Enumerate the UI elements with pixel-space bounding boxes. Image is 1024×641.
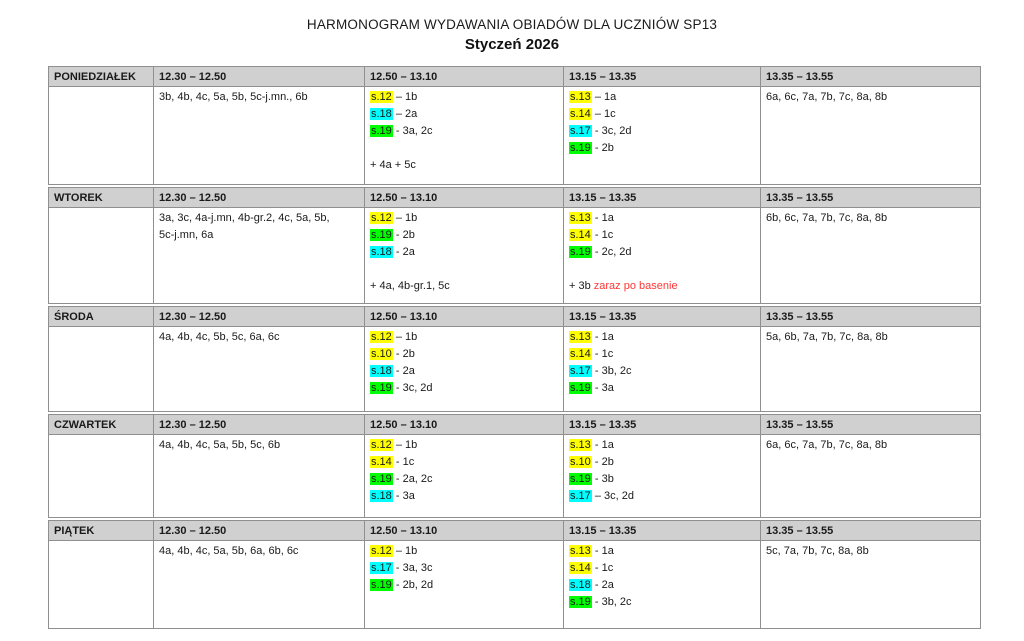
day-block	[48, 414, 981, 518]
day-header-row	[49, 521, 981, 541]
day-name: CZWARTEK	[49, 415, 154, 435]
schedule-cell	[154, 87, 365, 185]
room-highlight-green: s.19	[570, 246, 591, 258]
room-highlight-yellow: s.12	[371, 439, 392, 451]
schedule-line	[569, 437, 756, 454]
room-highlight-yellow: s.12	[371, 91, 392, 103]
room-highlight-cyan: s.17	[570, 490, 591, 502]
day-spacer	[49, 541, 154, 629]
day-body-row	[49, 541, 981, 629]
day-block	[48, 306, 981, 412]
line-text: - 3b, 2c	[591, 365, 632, 377]
room-highlight-yellow: s.14	[371, 456, 392, 468]
line-text: - 3a, 3c	[392, 562, 433, 574]
line-text: + 3b	[569, 280, 594, 292]
line-text: – 1b	[392, 439, 418, 451]
room-highlight-green: s.19	[570, 142, 591, 154]
time-slot: 13.35 – 13.55	[761, 415, 981, 435]
time-slot: 12.30 – 12.50	[154, 307, 365, 327]
line-text: – 3c, 2d	[591, 490, 634, 502]
schedule-line	[569, 123, 756, 140]
schedule-cell	[761, 327, 981, 412]
schedule-line	[159, 543, 360, 560]
day-spacer	[49, 327, 154, 412]
room-highlight-cyan: s.17	[570, 365, 591, 377]
page-subtitle: Styczeń 2026	[464, 36, 560, 53]
time-slot: 13.15 – 13.35	[564, 67, 761, 87]
schedule-line	[766, 543, 976, 560]
schedule-line	[370, 454, 559, 471]
page-title: HARMONOGRAM WYDAWANIA OBIADÓW DLA UCZNIÓW SP13	[306, 17, 718, 32]
schedule-line	[370, 244, 559, 261]
schedule-line	[569, 594, 756, 611]
line-text: 4a, 4b, 4c, 5a, 5b, 5c, 6b	[159, 439, 281, 451]
day-block	[48, 187, 981, 304]
room-highlight-yellow: s.13	[570, 545, 591, 557]
schedule-line	[766, 210, 976, 227]
room-highlight-cyan: s.18	[371, 246, 392, 258]
time-slot: 13.15 – 13.35	[564, 307, 761, 327]
day-name: ŚRODA	[49, 307, 154, 327]
line-text: 6a, 6c, 7a, 7b, 7c, 8a, 8b	[766, 91, 888, 103]
line-text: - 2b, 2d	[392, 579, 434, 591]
line-text: - 1a	[591, 212, 614, 224]
line-text: - 2b	[591, 142, 614, 154]
line-text: 3a, 3c, 4a-j.mn, 4b-gr.2, 4c, 5a, 5b,	[159, 212, 330, 224]
schedule-line	[370, 89, 559, 106]
schedule-cell	[761, 208, 981, 304]
time-slot: 13.15 – 13.35	[564, 415, 761, 435]
line-text: 5c-j.mn, 6a	[159, 229, 214, 241]
room-highlight-yellow: s.12	[371, 331, 392, 343]
line-text: - 2b	[392, 229, 415, 241]
schedule-cell	[564, 541, 761, 629]
schedule-line	[370, 346, 559, 363]
time-slot: 13.15 – 13.35	[564, 521, 761, 541]
day-body-row	[49, 208, 981, 304]
schedule-line	[766, 89, 976, 106]
line-text: - 2b	[591, 456, 614, 468]
schedule-line	[159, 227, 360, 244]
room-highlight-yellow: s.14	[570, 562, 591, 574]
schedule-line	[766, 437, 976, 454]
day-body-row	[49, 435, 981, 518]
schedule-line	[159, 437, 360, 454]
room-highlight-green: s.19	[371, 579, 392, 591]
room-highlight-yellow: s.12	[371, 212, 392, 224]
room-highlight-cyan: s.18	[371, 490, 392, 502]
line-text: – 1c	[591, 108, 616, 120]
day-name: PIĄTEK	[49, 521, 154, 541]
line-text: + 4a, 4b-gr.1, 5c	[370, 280, 450, 292]
schedule-cell	[761, 541, 981, 629]
schedule-cell	[365, 541, 564, 629]
day-body-row	[49, 87, 981, 185]
line-text: 5c, 7a, 7b, 7c, 8a, 8b	[766, 545, 869, 557]
line-text: - 3b	[591, 473, 614, 485]
line-text: - 3c, 2d	[591, 125, 632, 137]
room-highlight-green: s.19	[570, 473, 591, 485]
schedule-line	[569, 471, 756, 488]
day-spacer	[49, 208, 154, 304]
schedule-line	[569, 227, 756, 244]
schedule-line	[159, 89, 360, 106]
schedule-line	[370, 106, 559, 123]
day-spacer	[49, 435, 154, 518]
schedule-cell	[761, 435, 981, 518]
room-highlight-green: s.19	[371, 229, 392, 241]
line-text: - 3b, 2c	[591, 596, 632, 608]
schedule-line	[159, 329, 360, 346]
schedule-line	[370, 437, 559, 454]
schedule-line	[569, 261, 756, 278]
line-text: 4a, 4b, 4c, 5a, 5b, 6a, 6b, 6c	[159, 545, 299, 557]
time-slot: 12.50 – 13.10	[365, 307, 564, 327]
schedule-cell	[154, 327, 365, 412]
time-slot: 13.35 – 13.55	[761, 188, 981, 208]
schedule-line	[569, 454, 756, 471]
schedule-cell	[761, 87, 981, 185]
time-slot: 12.50 – 13.10	[365, 67, 564, 87]
schedule-line	[370, 329, 559, 346]
line-text: 3b, 4b, 4c, 5a, 5b, 5c-j.mn., 6b	[159, 91, 308, 103]
line-text: – 1b	[392, 545, 418, 557]
line-text: - 2a	[591, 579, 614, 591]
schedule-line	[569, 488, 756, 505]
schedule-line	[569, 346, 756, 363]
time-slot: 13.35 – 13.55	[761, 521, 981, 541]
schedule-line	[569, 380, 756, 397]
line-text: - 1c	[591, 229, 614, 241]
line-text: - 1a	[591, 331, 614, 343]
line-text: 5a, 6b, 7a, 7b, 7c, 8a, 8b	[766, 331, 888, 343]
schedule-line	[569, 329, 756, 346]
room-highlight-yellow: s.14	[570, 229, 591, 241]
schedule-cell	[365, 208, 564, 304]
schedule-cell	[154, 208, 365, 304]
room-highlight-yellow: s.10	[570, 456, 591, 468]
schedule-line	[370, 157, 559, 174]
day-header-row	[49, 307, 981, 327]
line-text: zaraz po basenie	[593, 280, 678, 292]
line-text: - 1a	[591, 439, 614, 451]
schedule-line	[569, 106, 756, 123]
time-slot: 12.50 – 13.10	[365, 188, 564, 208]
schedule-line	[569, 543, 756, 560]
line-text: - 3a	[591, 382, 614, 394]
line-text: 6b, 6c, 7a, 7b, 7c, 8a, 8b	[766, 212, 888, 224]
schedule-line	[569, 244, 756, 261]
schedule-cell	[365, 435, 564, 518]
schedule-line	[370, 488, 559, 505]
time-slot: 13.35 – 13.55	[761, 307, 981, 327]
line-text: - 1a	[591, 545, 614, 557]
line-text: - 3a	[392, 490, 415, 502]
line-text: - 1c	[392, 456, 415, 468]
schedule-line	[569, 560, 756, 577]
room-highlight-cyan: s.17	[570, 125, 591, 137]
time-slot: 12.30 – 12.50	[154, 67, 365, 87]
room-highlight-green: s.19	[570, 382, 591, 394]
day-name: PONIEDZIAŁEK	[49, 67, 154, 87]
room-highlight-yellow: s.12	[371, 545, 392, 557]
line-text: - 2b	[392, 348, 415, 360]
room-highlight-green: s.19	[570, 596, 591, 608]
schedule-line	[370, 543, 559, 560]
schedule-line	[569, 577, 756, 594]
day-name: WTOREK	[49, 188, 154, 208]
room-highlight-yellow: s.14	[570, 108, 591, 120]
schedule-cell	[365, 87, 564, 185]
line-text: - 1c	[591, 348, 614, 360]
schedule-cell	[564, 327, 761, 412]
line-text: - 3a, 2c	[392, 125, 433, 137]
day-spacer	[49, 87, 154, 185]
room-highlight-green: s.19	[371, 125, 392, 137]
line-text: - 2a	[392, 246, 415, 258]
schedule-line	[370, 380, 559, 397]
schedule-line	[370, 140, 559, 157]
line-text: 6a, 6c, 7a, 7b, 7c, 8a, 8b	[766, 439, 888, 451]
time-slot: 12.30 – 12.50	[154, 521, 365, 541]
room-highlight-cyan: s.18	[371, 365, 392, 377]
schedule-line	[370, 577, 559, 594]
line-text: - 2a	[392, 365, 415, 377]
day-block	[48, 520, 981, 629]
room-highlight-yellow: s.13	[570, 212, 591, 224]
time-slot: 13.15 – 13.35	[564, 188, 761, 208]
room-highlight-yellow: s.14	[570, 348, 591, 360]
line-text: - 2a, 2c	[392, 473, 433, 485]
schedule-cell	[154, 541, 365, 629]
schedule-line	[370, 123, 559, 140]
schedule-line	[370, 227, 559, 244]
room-highlight-yellow: s.13	[570, 331, 591, 343]
room-highlight-green: s.19	[371, 473, 392, 485]
line-text: – 1b	[392, 331, 418, 343]
line-text: – 1a	[591, 91, 617, 103]
schedule-cell	[154, 435, 365, 518]
day-header-row	[49, 415, 981, 435]
line-text: – 1b	[392, 212, 418, 224]
room-highlight-yellow: s.13	[570, 439, 591, 451]
day-body-row	[49, 327, 981, 412]
line-text: - 1c	[591, 562, 614, 574]
line-text: - 3c, 2d	[392, 382, 433, 394]
line-text: – 2a	[392, 108, 418, 120]
schedule-cell	[564, 435, 761, 518]
schedule-line	[569, 363, 756, 380]
schedule-line	[370, 278, 559, 295]
room-highlight-yellow: s.10	[371, 348, 392, 360]
line-text: + 4a + 5c	[370, 159, 416, 171]
line-text: – 1b	[392, 91, 418, 103]
schedule-cell	[564, 87, 761, 185]
schedule-cell	[365, 327, 564, 412]
room-highlight-cyan: s.18	[371, 108, 392, 120]
room-highlight-green: s.19	[371, 382, 392, 394]
schedule-line	[766, 329, 976, 346]
schedule-line	[370, 363, 559, 380]
day-block	[48, 66, 981, 185]
time-slot: 12.30 – 12.50	[154, 188, 365, 208]
day-header-row	[49, 188, 981, 208]
schedule-line	[370, 210, 559, 227]
room-highlight-yellow: s.13	[570, 91, 591, 103]
time-slot: 13.35 – 13.55	[761, 67, 981, 87]
room-highlight-cyan: s.17	[371, 562, 392, 574]
schedule-line	[569, 210, 756, 227]
schedule-cell	[564, 208, 761, 304]
line-text: - 2c, 2d	[591, 246, 632, 258]
schedule-line	[569, 89, 756, 106]
schedule-line	[370, 261, 559, 278]
time-slot: 12.50 – 13.10	[365, 415, 564, 435]
schedule-line	[569, 140, 756, 157]
line-text: 4a, 4b, 4c, 5b, 5c, 6a, 6c	[159, 331, 280, 343]
schedule-line	[159, 210, 360, 227]
schedule-line	[569, 278, 756, 295]
schedule-line	[370, 560, 559, 577]
day-header-row	[49, 67, 981, 87]
room-highlight-cyan: s.18	[570, 579, 591, 591]
schedule-line	[370, 471, 559, 488]
time-slot: 12.50 – 13.10	[365, 521, 564, 541]
time-slot: 12.30 – 12.50	[154, 415, 365, 435]
schedule	[48, 66, 980, 629]
